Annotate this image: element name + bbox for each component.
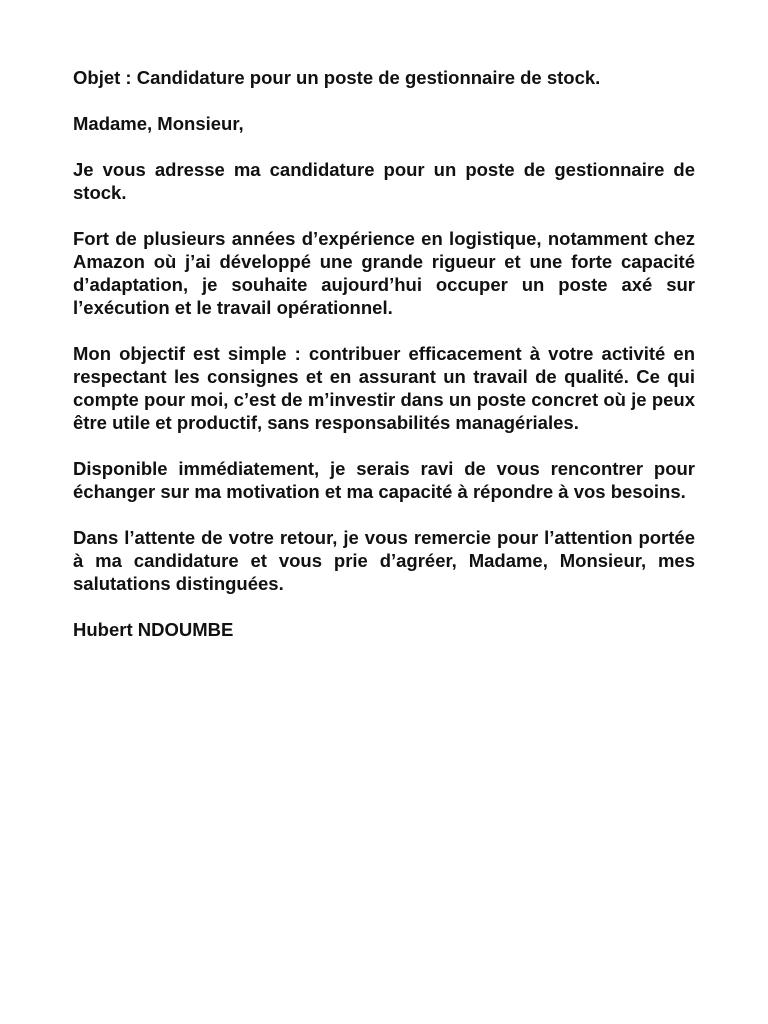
letter-salutation: Madame, Monsieur,: [73, 113, 244, 134]
letter-paragraph-availability: Disponible immédiatement, je serais ravi de vous rencontrer pour échanger sur ma motivation et ma capacité à répondre à vos besoins.: [73, 458, 695, 502]
letter-paragraph-experience: Fort de plusieurs années d’expérience en logistique, notamment chez Amazon où j’ai développé une grande rigueur et une forte capacité d’adaptation, je souhaite aujourd’hui occuper un poste axé sur l’exécution et le travail opérationnel.: [73, 228, 695, 318]
letter-paragraph-objective: Mon objectif est simple : contribuer efficacement à votre activité en respectant les consignes et en assurant un travail de qualité. Ce qui compte pour moi, c’est de m’investir dans un poste concret où je peux être utile et productif, sans responsabilités managériales.: [73, 343, 695, 433]
letter-subject: Objet : Candidature pour un poste de gestionnaire de stock.: [73, 67, 601, 88]
letter-paragraph-closing: Dans l’attente de votre retour, je vous remercie pour l’attention portée à ma candidature et vous prie d’agréer, Madame, Monsieur, mes salutations distinguées.: [73, 527, 695, 594]
letter-signature: Hubert NDOUMBE: [73, 619, 234, 640]
letter-paragraph-intro: Je vous adresse ma candidature pour un poste de gestionnaire de stock.: [73, 159, 695, 203]
letter-body: [73, 66, 695, 664]
